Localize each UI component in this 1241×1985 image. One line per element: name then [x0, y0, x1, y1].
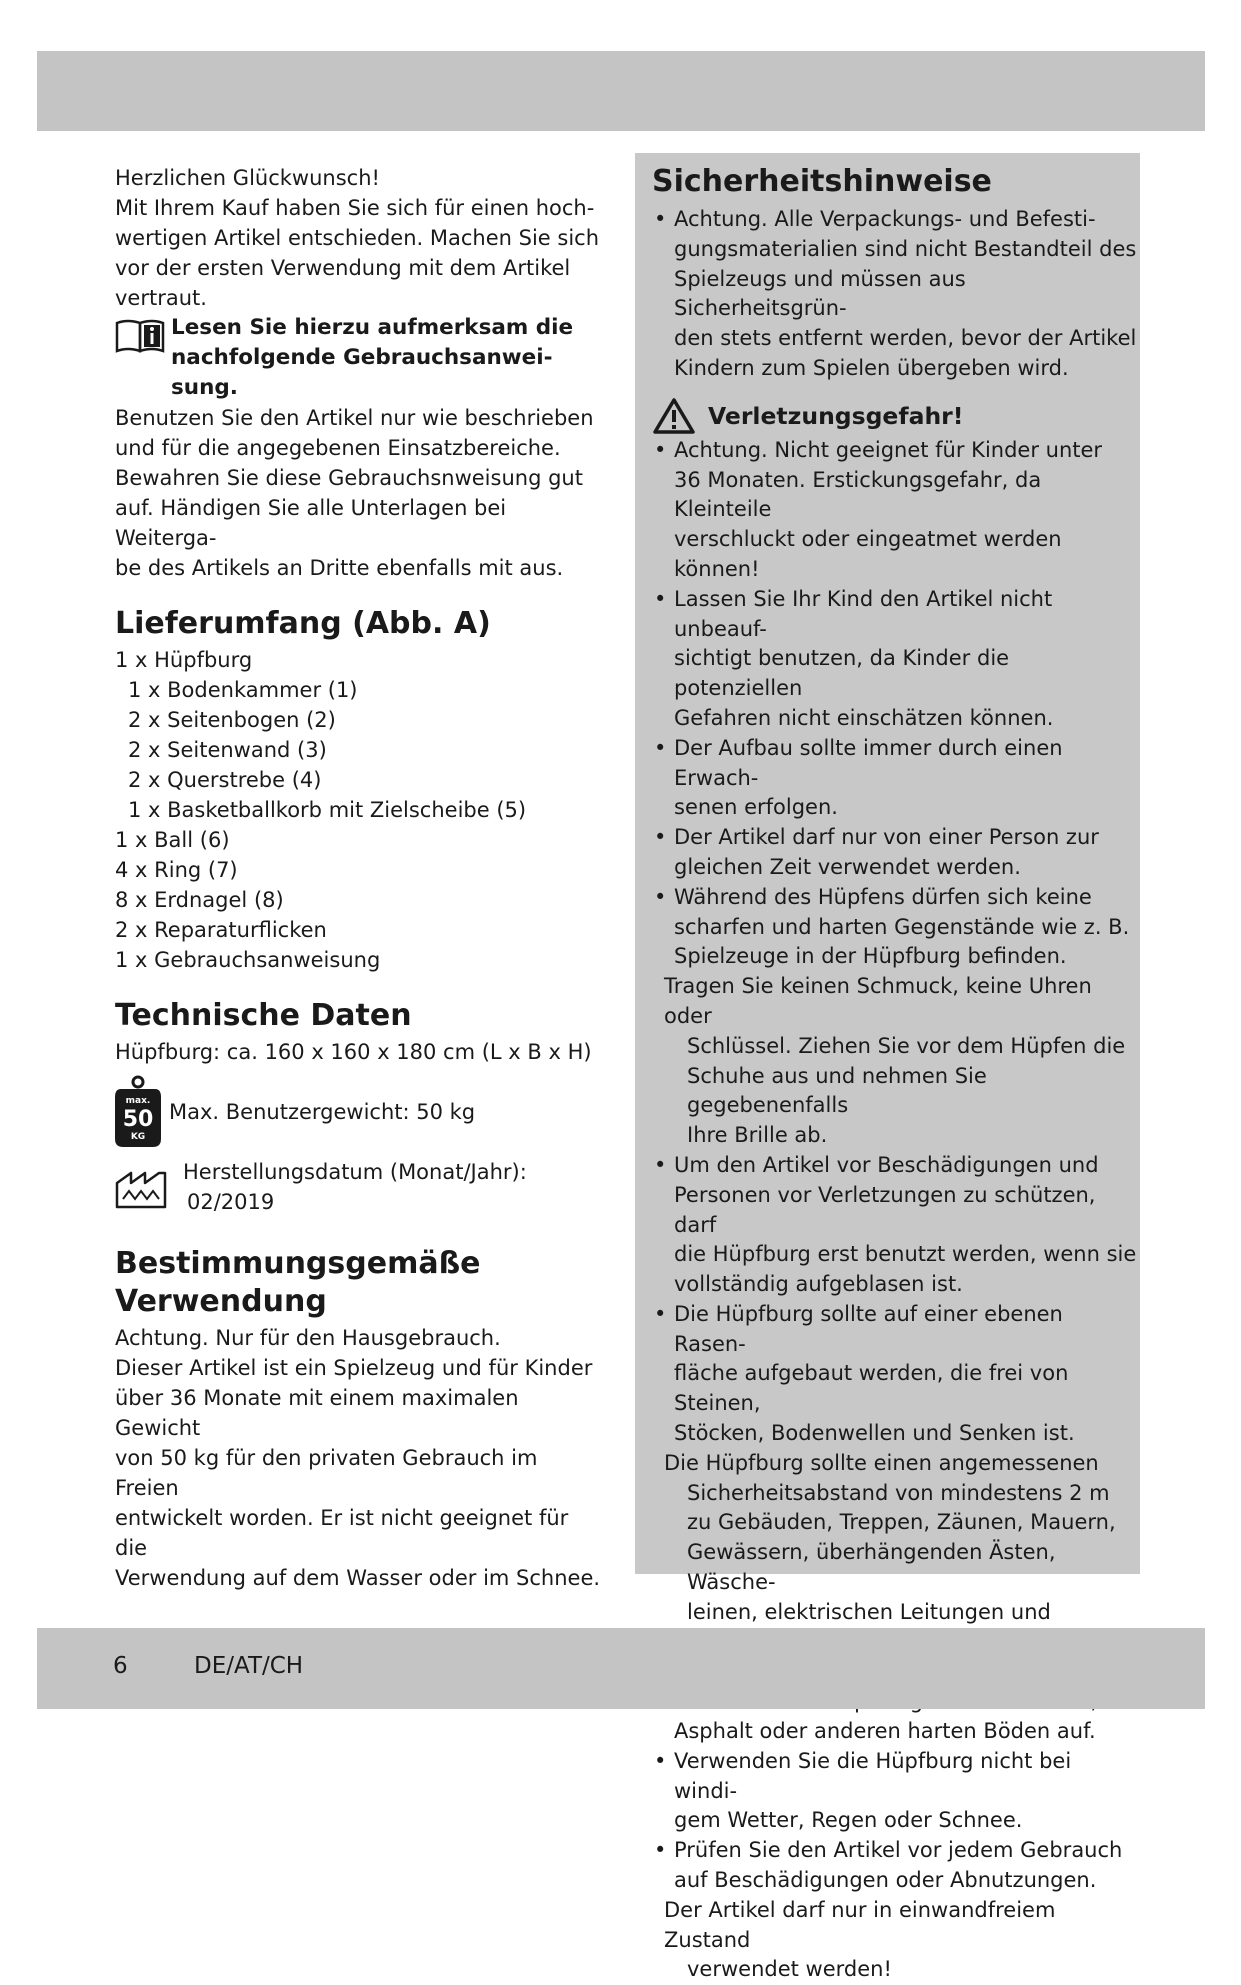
intended-use-line: von 50 kg für den privaten Gebrauch im Freien [115, 1446, 538, 1500]
delivery-item: 2 x Seitenbogen (2) [128, 708, 336, 732]
page-number: 6 [113, 1653, 128, 1679]
bullet-line: den stets entfernt werden, bevor der Artikel [674, 326, 1137, 351]
safety-list [652, 436, 1140, 1985]
safety-line: zu Gebäuden, Treppen, Zäunen, Mauern, [687, 1510, 1116, 1535]
safety-bullet [652, 1836, 1140, 1896]
safety-line: Ihre Brille ab. [687, 1123, 828, 1148]
intro-line: vor der ersten Verwendung mit dem Artikel [115, 256, 571, 280]
usage-line: auf. Händigen Sie alle Unterlagen bei Weiterga- [115, 496, 507, 550]
header-band [37, 51, 1205, 131]
left-column [115, 163, 605, 1593]
intro-text [115, 193, 605, 313]
safety-line: • Während des Hüpfens dürfen sich keine [674, 884, 1092, 909]
safety-line: 36 Monaten. Erstickungsgefahr, da Kleinteile [674, 467, 1042, 522]
intended-use-line: Dieser Artikel ist ein Spielzeug und für Kinder [115, 1356, 593, 1380]
delivery-item: 4 x Ring (7) [115, 858, 238, 882]
delivery-item: 8 x Erdnagel (8) [115, 888, 284, 912]
safety-line: senen erfolgen. [674, 795, 838, 820]
injury-warning-text: Verletzungsgefahr! [708, 401, 964, 430]
max-weight-text: Max. Benutzergewicht: 50 kg [169, 1100, 476, 1124]
weight-icon [115, 1075, 161, 1155]
safety-bullet [652, 1151, 1140, 1300]
bullet-line: • Achtung. Alle Verpackungs- und Befesti- [674, 207, 1096, 231]
safety-line: Die Hüpfburg sollte einen angemessenen [664, 1450, 1099, 1475]
safety-line: • Prüfen Sie den Artikel vor jedem Gebrauch [674, 1838, 1123, 1863]
usage-line: Bewahren Sie diese Gebrauchsnweisung gut [115, 466, 583, 490]
safety-line: verwendet werden! [687, 1957, 892, 1982]
safety-bullet [652, 436, 1140, 585]
intended-use-line: Verwendung auf dem Wasser oder im Schnee. [115, 1566, 601, 1590]
safety-line: Schlüssel. Ziehen Sie vor dem Hüpfen die [687, 1033, 1126, 1058]
usage-line: und für die angegebenen Einsatzbereiche. [115, 436, 561, 460]
bullet-line: Spielzeugs und müssen aus Sicherheitsgrün- [674, 266, 966, 321]
safety-line: leinen, elektrischen Leitungen und [687, 1599, 1051, 1624]
intended-use-heading-line: Bestimmungsgemäße [115, 1246, 481, 1281]
intended-use-heading [115, 1245, 605, 1321]
delivery-item: 1 x Ball (6) [115, 828, 230, 852]
safety-line: Personen vor Verletzungen zu schützen, darf [674, 1182, 1096, 1237]
delivery-item: 2 x Seitenwand (3) [128, 738, 327, 762]
safety-line: • Achtung. Nicht geeignet für Kinder unter [674, 437, 1103, 462]
intended-use-line: Achtung. Nur für den Hausgebrauch. [115, 1326, 501, 1350]
notice-line: sung. [171, 375, 238, 400]
safety-line: gem Wetter, Regen oder Schnee. [674, 1808, 1023, 1833]
read-manual-icon [115, 317, 167, 366]
safety-bullet [652, 1300, 1140, 1449]
safety-bullet [652, 585, 1140, 734]
weight-icon-number: 50 [122, 1107, 154, 1132]
usage-line: Benutzen Sie den Artikel nur wie beschrieben [115, 406, 594, 430]
safety-line: Gewässern, überhängenden Ästen, Wäsche- [687, 1540, 1056, 1595]
delivery-item: 2 x Reparaturflicken [115, 918, 327, 942]
delivery-item: 1 x Bodenkammer (1) [128, 678, 358, 702]
safety-bullet [652, 883, 1140, 972]
intro-line: Mit Ihrem Kauf haben Sie sich für einen hoch- [115, 196, 595, 220]
usage-text [115, 403, 605, 583]
notice-line: Lesen Sie hierzu aufmerksam die [171, 315, 574, 340]
safety-line: scharfen und harten Gegenstände wie z. B. [674, 914, 1130, 939]
safety-line: • Der Artikel darf nur von einer Person zur [674, 825, 1099, 850]
safety-bullet [652, 823, 1140, 883]
delivery-heading: Lieferumfang (Abb. A) [115, 606, 491, 641]
weight-icon-unit: KG [130, 1132, 146, 1142]
safety-line: Der Artikel darf nur in einwandfreiem Zustand [664, 1897, 1056, 1952]
safety-line: auf Beschädigungen oder Abnutzungen. [674, 1868, 1097, 1893]
delivery-item: 1 x Basketballkorb mit Zielscheibe (5) [128, 798, 527, 822]
safety-line: sichtigt benutzen, da Kinder die potenziellen [674, 646, 1010, 701]
safety-line: Spielzeuge in der Hüpfburg befinden. [674, 944, 1067, 969]
delivery-list [115, 645, 605, 975]
intro-line: vertraut. [115, 286, 207, 310]
notice-line: nachfolgende Gebrauchsanwei- [171, 345, 553, 370]
safety-line: vollständig aufgeblasen ist. [674, 1272, 963, 1297]
bullet-line: Kindern zum Spielen übergeben wird. [674, 355, 1069, 380]
safety-bullet [652, 734, 1140, 823]
delivery-item: 2 x Querstrebe (4) [128, 768, 322, 792]
safety-panel [635, 153, 1140, 1982]
safety-line: • Lassen Sie Ihr Kind den Artikel nicht unbeauf- [674, 586, 1053, 641]
safety-line: • Verwenden Sie die Hüpfburg nicht bei windi- [674, 1748, 1072, 1803]
bullet-line: gungsmaterialien sind nicht Bestandteil des [674, 236, 1137, 261]
safety-line: Stöcken, Bodenwellen und Senken ist. [674, 1421, 1075, 1446]
manufacture-label: Herstellungsdatum (Monat/Jahr): [183, 1160, 527, 1184]
usage-line: be des Artikels an Dritte ebenfalls mit aus. [115, 556, 564, 580]
safety-line: • Der Aufbau sollte immer durch einen Erwach- [674, 735, 1063, 790]
intended-use-heading-line: Verwendung [115, 1284, 327, 1319]
safety-line: die Hüpfburg erst benutzt werden, wenn sie [674, 1242, 1137, 1267]
max-weight-row [115, 1075, 605, 1147]
safety-line: Sicherheitsabstand von mindestens 2 m [687, 1480, 1110, 1505]
intro-line: wertigen Artikel entschieden. Machen Sie sich [115, 226, 600, 250]
region-code: DE/AT/CH [194, 1653, 304, 1679]
manufacture-date: 02/2019 [187, 1190, 275, 1214]
safety-line: Schuhe aus und nehmen Sie gegebenenfalls [687, 1063, 987, 1118]
safety-line: • Um den Artikel vor Beschädigungen und [674, 1152, 1099, 1177]
safety-intro-bullet [652, 205, 1140, 384]
manufacture-row [115, 1157, 605, 1219]
safety-line: fläche aufgebaut werden, die frei von Steinen, [674, 1361, 1069, 1416]
greeting: Herzlichen Glückwunsch! [115, 166, 380, 190]
safety-line: • Die Hüpfburg sollte auf einer ebenen Rasen- [674, 1301, 1063, 1356]
read-manual-notice [115, 313, 605, 403]
safety-line: Tragen Sie keinen Schmuck, keine Uhren oder [664, 974, 1092, 1028]
intended-use-line: über 36 Monate mit einem maximalen Gewicht [115, 1386, 519, 1440]
safety-bullet [652, 1747, 1140, 1836]
injury-warning-heading [652, 398, 1140, 434]
safety-line: gleichen Zeit verwendet werden. [674, 854, 1021, 879]
safety-continuation [652, 972, 1140, 1151]
intended-use-line: entwickelt worden. Er ist nicht geeignet für die [115, 1506, 569, 1560]
technical-heading: Technische Daten [115, 998, 412, 1033]
dimensions: Hüpfburg: ca. 160 x 160 x 180 cm (L x B x H) [115, 1040, 592, 1064]
factory-icon [115, 1169, 167, 1217]
safety-continuation [652, 1896, 1140, 1985]
safety-line: • Asphalt oder anderen harten Böden auf. [674, 1719, 1096, 1744]
safety-line: Gefahren nicht einschätzen können. [674, 705, 1054, 730]
safety-heading: Sicherheitshinweise [652, 164, 992, 199]
safety-line: verschluckt oder eingeatmet werden können! [674, 527, 1062, 581]
weight-icon-top: max. [125, 1096, 151, 1106]
delivery-item: 1 x Gebrauchsanweisung [115, 948, 381, 972]
delivery-item: 1 x Hüpfburg [115, 648, 253, 672]
intended-use-text [115, 1323, 605, 1593]
